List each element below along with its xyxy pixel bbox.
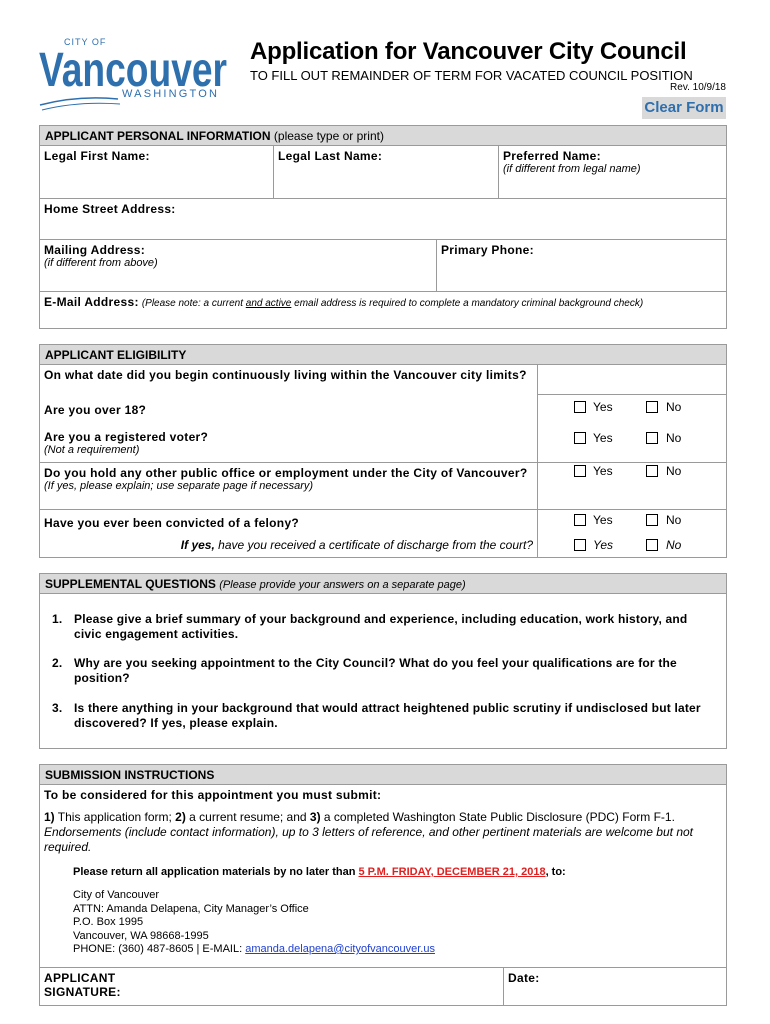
supplemental-heading: SUPPLEMENTAL QUESTIONS (Please provide your answers on a separate page) <box>40 574 726 594</box>
mailing-address-note: (if different from above) <box>44 257 158 269</box>
residency-date-input[interactable] <box>542 369 726 391</box>
revision-date: Rev. 10/9/18 <box>670 82 726 93</box>
supplemental-section <box>39 573 727 749</box>
over18-answer <box>537 395 726 425</box>
mailing-address-label: Mailing Address: <box>44 243 146 257</box>
email-label: E-Mail Address: <box>44 295 139 309</box>
date-input[interactable] <box>544 972 724 1004</box>
last-name-label: Legal Last Name: <box>278 149 383 163</box>
street-address-cell <box>40 198 726 239</box>
date-label: Date: <box>508 971 540 985</box>
over18-no-checkbox[interactable] <box>646 401 658 413</box>
address-line-4: Vancouver, WA 98668-1995 <box>73 929 209 942</box>
preferred-name-cell <box>498 146 726 198</box>
address-line-3: P.O. Box 1995 <box>73 916 144 928</box>
office-note: (If yes, please explain; use separate page if necessary) <box>44 480 314 492</box>
preferred-name-input[interactable] <box>503 178 725 196</box>
page-title: Application for Vancouver City Council <box>250 38 687 65</box>
voter-question: Are you a registered voter? <box>44 430 209 444</box>
voter-no-label: No <box>666 431 682 445</box>
office-answer <box>537 462 726 509</box>
primary-phone-label: Primary Phone: <box>441 243 534 257</box>
last-name-input[interactable] <box>278 166 496 194</box>
felony-yes-label: Yes <box>593 513 613 527</box>
residency-date-question: On what date did you begin continuously living within the Vancouver city limits? <box>44 368 527 382</box>
email-note: (Please note: a current and active email address is required to complete a mandatory criminal background check) <box>141 298 644 309</box>
residency-date-answer <box>537 365 726 395</box>
voter-yes-label: Yes <box>593 431 613 445</box>
office-no-label: No <box>666 464 682 478</box>
felony-no-checkbox[interactable] <box>646 514 658 526</box>
eligibility-section <box>39 344 727 558</box>
felony-cell <box>40 509 537 557</box>
discharge-question: If yes, have you received a certificate of discharge from the court? <box>180 538 533 552</box>
felony-question: Have you ever been convicted of a felony? <box>44 516 300 530</box>
contact-line: PHONE: (360) 487-8605 | E-MAIL: amanda.delapena@cityofvancouver.us <box>73 943 435 955</box>
signature-input[interactable] <box>130 972 500 1004</box>
over18-question: Are you over 18? <box>44 403 147 417</box>
submission-intro: To be considered for this appointment you must submit: <box>44 788 382 802</box>
signature-cell <box>40 967 503 1005</box>
office-no-checkbox[interactable] <box>646 465 658 477</box>
logo-city-of: CITY OF <box>64 37 107 47</box>
voter-note: (Not a requirement) <box>44 444 140 456</box>
street-address-input[interactable] <box>44 219 724 239</box>
endorsements-note: Endorsements (include contact information), up to 3 letters of reference, and other pertinent materials are welcome but not required. <box>44 825 694 854</box>
first-name-label: Legal First Name: <box>44 149 150 163</box>
logo-washington: WASHINGTON <box>122 88 220 100</box>
voter-answer <box>537 425 726 462</box>
clear-form-button[interactable]: Clear Form <box>642 97 726 119</box>
mailing-address-cell <box>40 239 436 291</box>
over18-yes-checkbox[interactable] <box>574 401 586 413</box>
email-input[interactable] <box>44 310 724 328</box>
voter-yes-checkbox[interactable] <box>574 432 586 444</box>
felony-no-label: No <box>666 513 682 527</box>
submission-items: 1) This application form; 2) a current resume; and 3) a completed Washington State Public Disclosure (PDC) Form F-1. Endorsements (include contact information), up to 3 letters of reference, and other pertinent materials are welcome but not required. <box>44 810 694 854</box>
mailing-address-block <box>73 889 435 957</box>
first-name-cell <box>40 146 273 198</box>
last-name-cell <box>273 146 498 198</box>
street-address-label: Home Street Address: <box>44 202 176 216</box>
contact-email-link[interactable]: amanda.delapena@cityofvancouver.us <box>245 943 435 955</box>
address-line-2: ATTN: Amanda Delapena, City Manager’s Office <box>73 902 309 915</box>
logo-wordmark: Vancouver <box>39 44 227 97</box>
over18-cell <box>40 395 537 425</box>
city-logo <box>38 33 230 113</box>
preferred-name-note: (if different from legal name) <box>503 163 641 175</box>
preferred-name-label: Preferred Name: <box>503 149 601 163</box>
discharge-yes-checkbox[interactable] <box>574 539 586 551</box>
primary-phone-input[interactable] <box>441 260 725 288</box>
page-subtitle: TO FILL OUT REMAINDER OF TERM FOR VACATED COUNCIL POSITION <box>250 68 693 83</box>
voter-no-checkbox[interactable] <box>646 432 658 444</box>
submission-heading: SUBMISSION INSTRUCTIONS <box>40 765 726 785</box>
deadline: 5 P.M. FRIDAY, DECEMBER 21, 2018 <box>358 866 546 878</box>
felony-answer <box>537 509 726 557</box>
residency-date-cell <box>40 365 537 395</box>
office-question: Do you hold any other public office or employment under the City of Vancouver? <box>44 466 528 480</box>
office-yes-label: Yes <box>593 464 613 478</box>
over18-yes-label: Yes <box>593 400 613 414</box>
address-line-1: City of Vancouver <box>73 889 160 901</box>
email-cell <box>40 291 726 328</box>
supplemental-question-3: 3. Is there anything in your background that would attract heightened public scrutiny if undisclosed but later discovered? If yes, please explain. <box>52 701 701 730</box>
discharge-no-checkbox[interactable] <box>646 539 658 551</box>
personal-info-heading: APPLICANT PERSONAL INFORMATION (please type or print) <box>40 126 726 146</box>
primary-phone-cell <box>436 239 726 291</box>
discharge-yes-label: Yes <box>593 538 614 552</box>
supplemental-question-2: 2. Why are you seeking appointment to the City Council? What do you feel your qualifications are for the position? <box>52 656 677 685</box>
office-cell <box>40 462 537 509</box>
personal-info-section <box>39 125 727 329</box>
return-instructions: Please return all application materials by no later than 5 P.M. FRIDAY, DECEMBER 21, 2018, to: <box>73 866 566 878</box>
submission-section <box>39 764 727 1006</box>
felony-yes-checkbox[interactable] <box>574 514 586 526</box>
supplemental-question-1: 1. Please give a brief summary of your background and experience, including education, work history, and civic engagement activities. <box>52 612 688 641</box>
discharge-no-label: No <box>666 538 682 552</box>
date-cell <box>503 967 726 1005</box>
signature-label-2: SIGNATURE: <box>44 985 121 999</box>
mailing-address-input[interactable] <box>44 272 434 291</box>
signature-label-1: APPLICANT <box>44 971 116 985</box>
first-name-input[interactable] <box>44 166 270 194</box>
eligibility-heading: APPLICANT ELIGIBILITY <box>40 345 726 365</box>
over18-no-label: No <box>666 400 682 414</box>
voter-cell <box>40 425 537 462</box>
office-yes-checkbox[interactable] <box>574 465 586 477</box>
